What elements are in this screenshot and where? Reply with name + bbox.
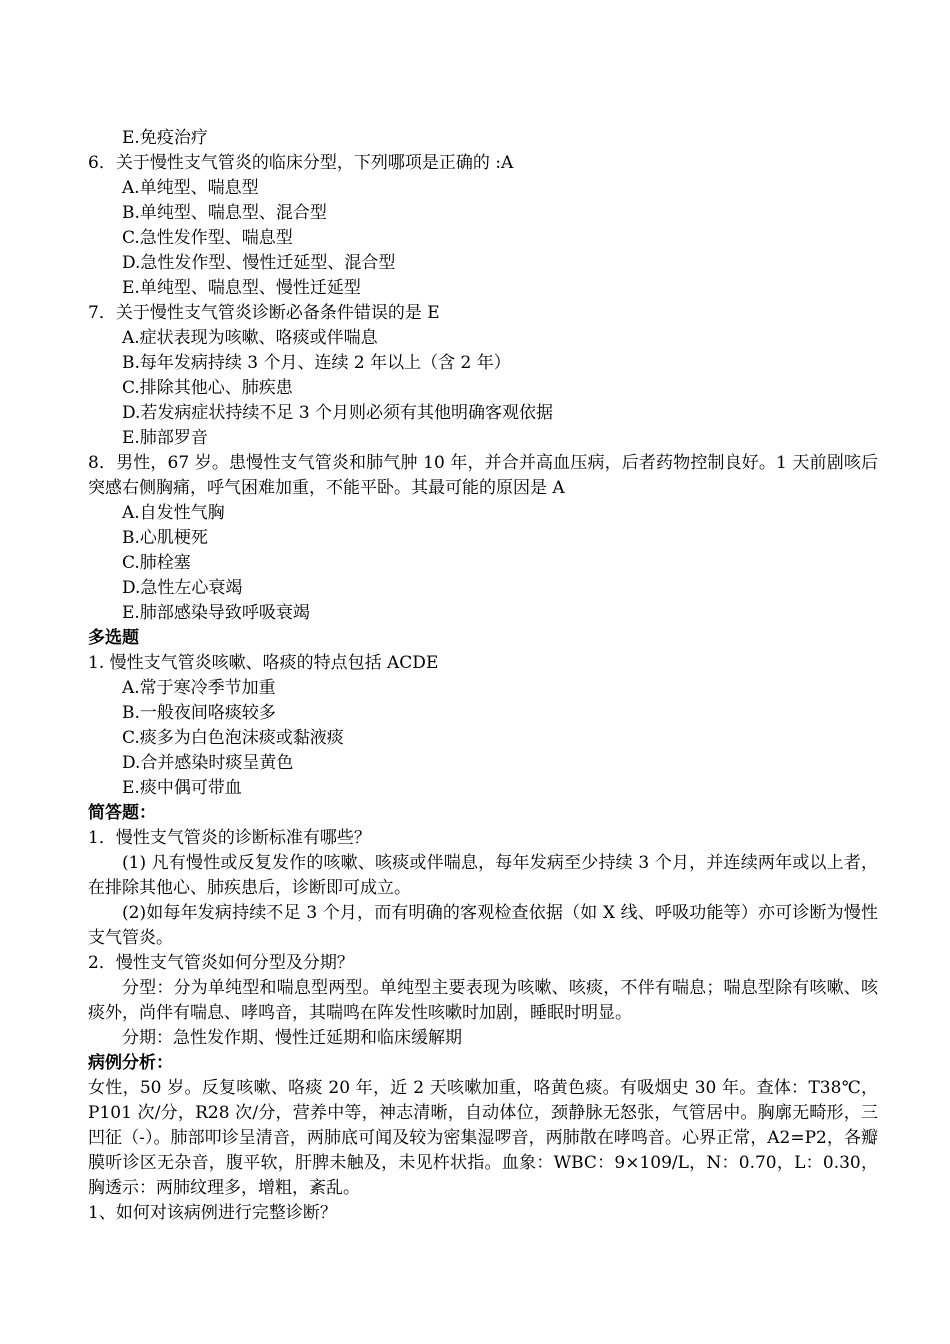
q8-option-c: C.肺栓塞 [122,553,191,573]
q5-option-e: E.免疫治疗 [122,128,208,148]
m1-option-b: B.一般夜间咯痰较多 [122,703,276,723]
q7-stem: 7．关于慢性支气管炎诊断必备条件错误的是 E [88,303,440,323]
m1-option-d: D.合并感染时痰呈黄色 [122,753,294,773]
s1-answer-1: (1) 凡有慢性或反复发作的咳嗽、咳痰或伴喘息，每年发病至少持续 3 个月，并连续两年或以上者，在排除其他心、肺疾患后，诊断即可成立。 [88,853,878,898]
s2-stem: 2．慢性支气管炎如何分型及分期？ [88,953,354,973]
q7-option-e: E.肺部罗音 [122,428,208,448]
q8-option-e: E.肺部感染导致呼吸衰竭 [122,603,310,623]
q6-option-e: E.单纯型、喘息型、慢性迁延型 [122,278,361,298]
document-page [88,126,878,1226]
q8-option-b: B.心肌梗死 [122,528,208,548]
q6-option-a: A.单纯型、喘息型 [122,178,259,198]
m1-option-a: A.常于寒冷季节加重 [122,678,276,698]
s1-answer-2: (2)如每年发病持续不足 3 个月，而有明确的客观检查依据（如 X 线、呼吸功能等）亦可诊断为慢性支气管炎。 [88,903,878,948]
q7-option-c: C.排除其他心、肺疾患 [122,378,293,398]
short-answer-heading: 简答题： [88,803,156,823]
s2-answer-2: 分期：急性发作期、慢性迁延期和临床缓解期 [122,1028,462,1048]
q6-option-b: B.单纯型、喘息型、混合型 [122,203,327,223]
q7-option-b: B.每年发病持续 3 个月、连续 2 年以上（含 2 年） [122,353,511,373]
q6-option-d: D.急性发作型、慢性迁延型、混合型 [122,253,396,273]
q8-option-d: D.急性左心衰竭 [122,578,243,598]
case-question-1: 1、如何对该病例进行完整诊断？ [88,1203,337,1223]
q6-option-c: C.急性发作型、喘息型 [122,228,293,248]
multi-choice-heading: 多选题 [88,628,139,648]
q6-stem: 6．关于慢性支气管炎的临床分型，下列哪项是正确的 :A [88,153,514,173]
m1-option-c: C.痰多为白色泡沫痰或黏液痰 [122,728,344,748]
m1-option-e: E.痰中偶可带血 [122,778,242,798]
s2-answer-1: 分型：分为单纯型和喘息型两型。单纯型主要表现为咳嗽、咳痰，不伴有喘息；喘息型除有咳嗽、咳痰外，尚伴有喘息、哮鸣音，其喘鸣在阵发性咳嗽时加剧，睡眠时明显。 [88,978,878,1023]
q7-option-a: A.症状表现为咳嗽、咯痰或伴喘息 [122,328,378,348]
q7-option-d: D.若发病症状持续不足 3 个月则必须有其他明确客观依据 [122,403,554,423]
q8-stem: 8．男性，67 岁。患慢性支气管炎和肺气肿 10 年，并合并高血压病，后者药物控制良好。1 天前剧咳后突感右侧胸痛，呼气困难加重，不能平卧。其最可能的原因是 A [88,453,878,498]
q8-option-a: A.自发性气胸 [122,503,225,523]
s1-stem: 1．慢性支气管炎的诊断标准有哪些？ [88,828,371,848]
m1-stem: 1. 慢性支气管炎咳嗽、咯痰的特点包括 ACDE [88,653,439,673]
case-analysis-heading: 病例分析： [88,1053,173,1073]
case-description: 女性，50 岁。反复咳嗽、咯痰 20 年，近 2 天咳嗽加重，咯黄色痰。有吸烟史 30 年。查体：T38℃，P101 次/分，R28 次/分，营养中等，神志清晰，自动体位，颈静脉无怒张，气管居中。胸廓无畸形，三凹征（-）。肺部叩诊呈清音，两肺底可闻及较为密集湿啰音，两肺散在哮鸣音。心界正常，A2=P2，各瓣膜听诊区无杂音，腹平软，肝脾未触及，未见杵状指。血象：WBC：9×109/L，N：0.70，L：0.30，胸透示：两肺纹理多，增粗，紊乱。 [88,1078,878,1198]
